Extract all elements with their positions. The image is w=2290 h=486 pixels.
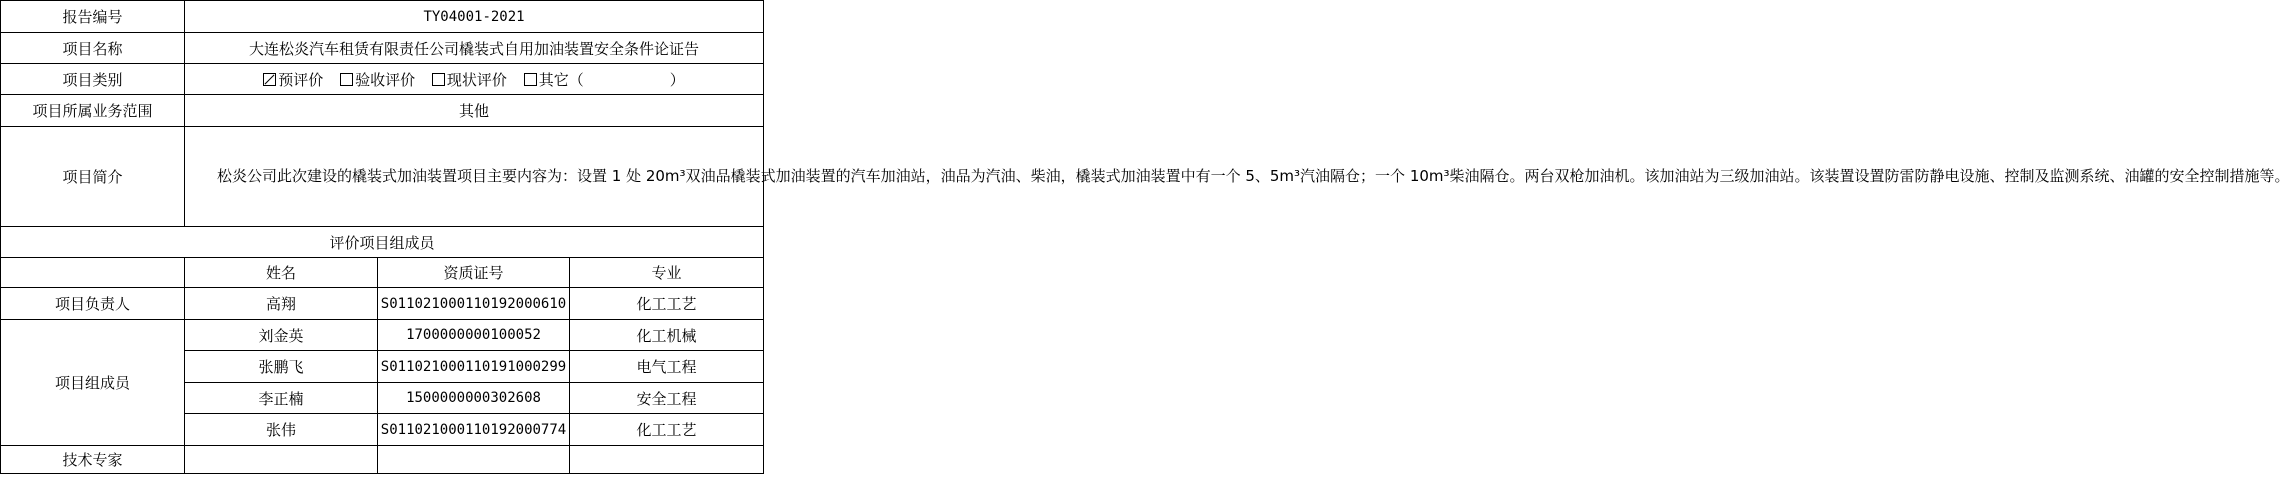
checkbox-acceptance-evaluation[interactable] xyxy=(340,69,415,90)
project-name-value: 大连松炎汽车租赁有限责任公司橇装式自用加油装置安全条件论证告 xyxy=(185,33,764,64)
summary-text: 松炎公司此次建设的橇装式加油装置项目主要内容为：设置 1 处 20m³双油品橇装式加油装置的汽车加油站，油品为汽油、柴油，橇装式加油装置中有一个 5、5m³汽油隔仓；一个 10m³柴油隔仓。两台双枪加油机。该加油站为三级加油站。该装置设置防雷防静电设施、控制及监测系统、油罐的安全控制措施等。 xyxy=(217,167,2290,185)
header-name: 姓名 xyxy=(185,258,378,288)
table-row xyxy=(1,320,764,351)
member-name: 张鹏飞 xyxy=(185,351,378,383)
member-cert: S011021000110191000299 xyxy=(378,351,570,383)
row-member-headers xyxy=(1,258,764,288)
row-experts xyxy=(1,446,764,474)
member-major: 化工工艺 xyxy=(570,414,764,446)
business-scope-label: 项目所属业务范围 xyxy=(1,95,185,127)
checkbox-checked-icon xyxy=(263,73,276,86)
row-project-name xyxy=(1,33,764,64)
members-section-title: 评价项目组成员 xyxy=(1,227,764,258)
row-leader xyxy=(1,288,764,320)
row-members-title xyxy=(1,227,764,258)
other-close-paren: ） xyxy=(669,70,685,89)
checkbox-pre-evaluation[interactable] xyxy=(263,69,323,90)
checkbox-label: 验收评价 xyxy=(355,70,416,89)
checkbox-label: 预评价 xyxy=(278,70,324,89)
checkbox-empty-icon xyxy=(432,73,445,86)
project-name-label: 项目名称 xyxy=(1,33,185,64)
project-category-label: 项目类别 xyxy=(1,64,185,95)
report-no-label: 报告编号 xyxy=(1,1,185,33)
row-business-scope xyxy=(1,95,764,127)
expert-name-empty xyxy=(185,446,378,474)
checkbox-empty-icon xyxy=(524,73,537,86)
header-cert: 资质证号 xyxy=(378,258,570,288)
row-project-category xyxy=(1,64,764,95)
checkbox-label: 现状评价 xyxy=(446,70,507,89)
project-category-options xyxy=(185,64,764,95)
leader-role: 项目负责人 xyxy=(1,288,185,320)
checkbox-status-evaluation[interactable] xyxy=(432,69,507,90)
team-role: 项目组成员 xyxy=(1,320,185,446)
member-name: 张伟 xyxy=(185,414,378,446)
summary-label: 项目简介 xyxy=(1,127,185,227)
checkbox-empty-icon xyxy=(340,73,353,86)
member-name: 李正楠 xyxy=(185,383,378,414)
leader-name: 高翔 xyxy=(185,288,378,320)
member-cert: 1700000000100052 xyxy=(378,320,570,351)
leader-cert: S011021000110192000610 xyxy=(378,288,570,320)
row-report-no xyxy=(1,1,764,33)
member-cert: S011021000110192000774 xyxy=(378,414,570,446)
header-empty xyxy=(1,258,185,288)
business-scope-value: 其他 xyxy=(185,95,764,127)
expert-cert-empty xyxy=(378,446,570,474)
row-summary xyxy=(1,127,764,227)
checkbox-other[interactable] xyxy=(524,69,685,90)
member-major: 安全工程 xyxy=(570,383,764,414)
expert-major-empty xyxy=(570,446,764,474)
header-major: 专业 xyxy=(570,258,764,288)
experts-role: 技术专家 xyxy=(1,446,185,474)
checkbox-label: 其它（ xyxy=(538,70,584,89)
member-cert: 1500000000302608 xyxy=(378,383,570,414)
report-no-value: TY04001-2021 xyxy=(185,1,764,33)
leader-major: 化工工艺 xyxy=(570,288,764,320)
member-major: 化工机械 xyxy=(570,320,764,351)
summary-cell xyxy=(185,127,2290,227)
member-name: 刘金英 xyxy=(185,320,378,351)
member-major: 电气工程 xyxy=(570,351,764,383)
